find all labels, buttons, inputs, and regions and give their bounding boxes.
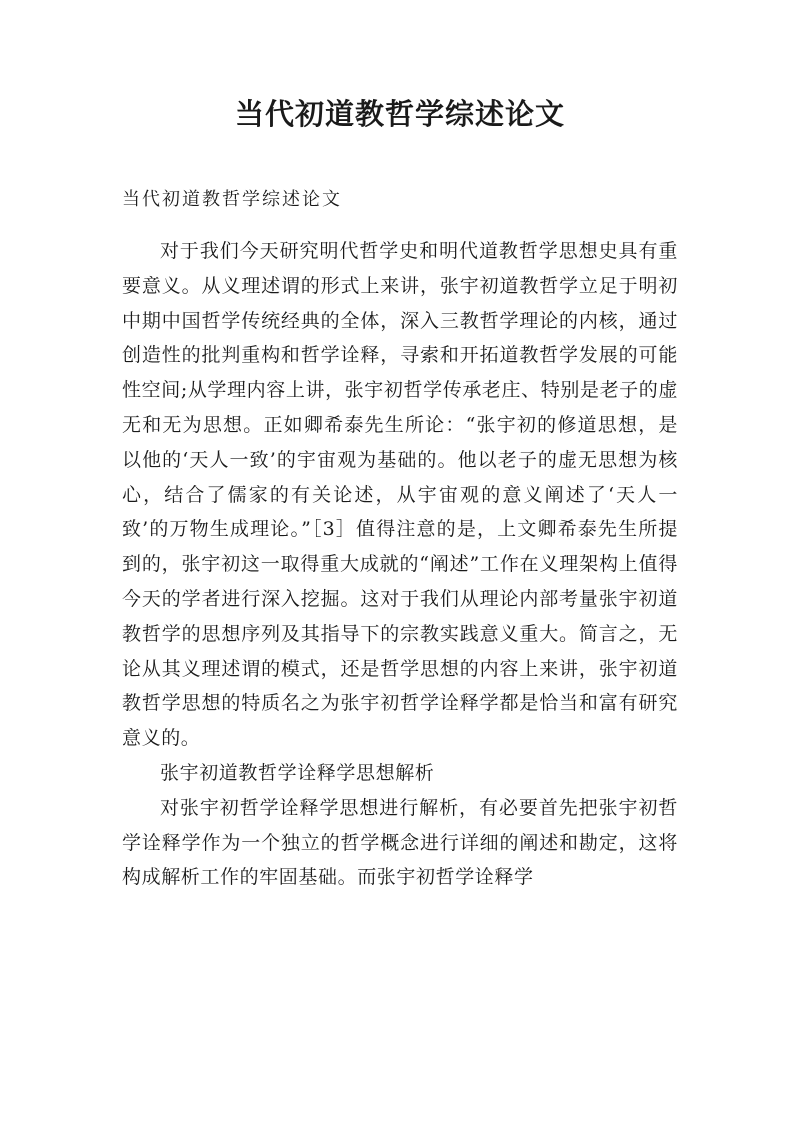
document-title: 当代初道教哲学综述论文 [234,97,565,131]
body-paragraph: 对于我们今天研究明代哲学史和明代道教哲学思想史具有重要意义。从义理述谓的形式上来讲，张宇初道教哲学立足于明初中期中国哲学传统经典的全体，深入三教哲学理论的内核，通过创造性的批判重构和哲学诠释，寻索和开拓道教哲学发展的可能性空间;从学理内容上讲，张宇初哲学传承老庄、特别是老子的虚无和无为思想。正如卿希泰先生所论：“张宇初的修道思想，是以他的‘天人一致’的宇宙观为基础的。他以老子的虚无思想为核心，结合了儒家的有关论述，从宇宙观的意义阐述了‘天人一致’的万物生成理论。”［3］值得注意的是，上文卿希泰先生所提到的，张宇初这一取得重大成就的“阐述”工作在义理架构上值得今天的学者进行深入挖掘。这对于我们从理论内部考量张宇初道教哲学的思想序列及其指导下的宗教实践意义重大。简言之，无论从其义理述谓的模式，还是哲学思想的内容上来讲，张宇初道教哲学思想的特质名之为张宇初哲学诠释学都是恰当和富有研究意义的。 [122,240,678,750]
document-subtitle: 当代初道教哲学综述论文 [122,189,342,210]
section-heading: 张宇初道教哲学诠释学思想解析 [160,761,435,784]
section-paragraph: 对张宇初哲学诠释学思想进行解析，有必要首先把张宇初哲学诠释学作为一个独立的哲学概念进行详细的阐述和勘定，这将构成解析工作的牢固基础。而张宇初哲学诠释学 [122,796,678,889]
document-body [122,234,678,895]
